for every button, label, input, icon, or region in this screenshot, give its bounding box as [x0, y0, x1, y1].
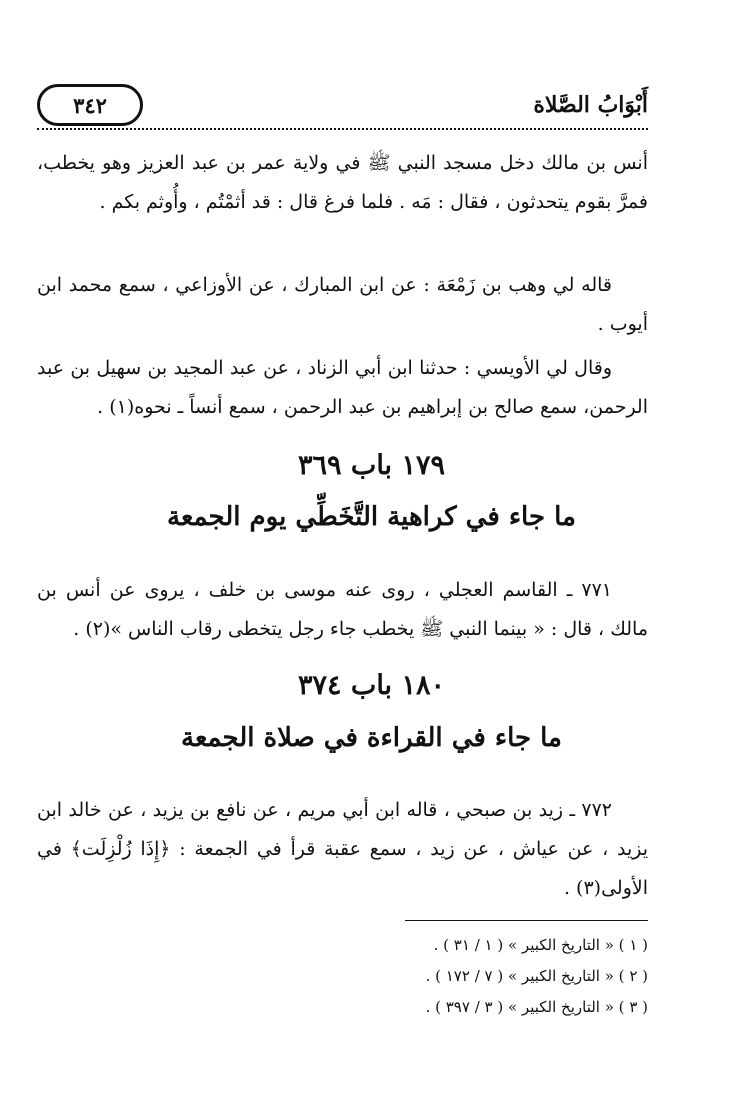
chapter-179-number: ١٧٩ باب ٣٦٩: [298, 450, 445, 481]
paragraph-continuation: أنس بن مالك دخل مسجد النبي ﷺ في ولاية عمر بن عبد العزيز وهو يخطب، فمرَّ بقوم يتحدثون ، فقال : مَه . فلما فرغ قال : قد أثمْتُم ، وأُوثم بكم .: [37, 152, 648, 213]
footnote-1: ( ١ ) « التاريخ الكبير » ( ١ / ٣١ ) .: [433, 936, 648, 954]
hadith-772: ٧٧٢ ـ زيد بن صبحي ، قاله ابن أبي مريم ، عن نافع بن يزيد ، عن خالد ابن يزيد ، عن عياش ، عن زيد ، سمع عقبة قرأ في الجمعة : ﴿إِذَا زُلْزِلَت﴾ في الأولى(٣) .: [37, 799, 648, 899]
chapter-179-title: ما جاء في كراهية التَّخَطِّي يوم الجمعة: [167, 502, 576, 532]
footnote-divider: [405, 920, 648, 921]
page-number: ٣٤٢: [37, 84, 143, 126]
running-title: أَبْوَابُ الصَّلاة: [533, 92, 648, 118]
footnote-3: ( ٣ ) « التاريخ الكبير » ( ٣ / ٣٩٧ ) .: [425, 998, 648, 1016]
paragraph-chain-1: قاله لي وهب بن زَمْعَة : عن ابن المبارك ، عن الأوزاعي ، سمع محمد ابن أيوب .: [37, 274, 648, 335]
footnotes: [228, 930, 648, 1023]
page-header: [37, 84, 648, 130]
chapter-180-title: ما جاء في القراءة في صلاة الجمعة: [181, 723, 562, 753]
footnote-2: ( ٢ ) « التاريخ الكبير » ( ٧ / ١٧٢ ) .: [425, 967, 648, 985]
chapter-180-number: ١٨٠ باب ٣٧٤: [298, 670, 445, 701]
hadith-771: ٧٧١ ـ القاسم العجلي ، روى عنه موسى بن خلف ، يروى عن أنس بن مالك ، قال : « بينما النبي ﷺ يخطب جاء رجل يتخطى رقاب الناس »(٢) .: [37, 579, 648, 640]
paragraph-chain-2: وقال لي الأويسي : حدثنا ابن أبي الزناد ، عن عبد المجيد بن سهيل بن عبد الرحمن، سمع صالح بن إبراهيم بن عبد الرحمن ، سمع أنساً ـ نحوه(١) .: [37, 357, 648, 418]
header-divider: [37, 128, 648, 130]
